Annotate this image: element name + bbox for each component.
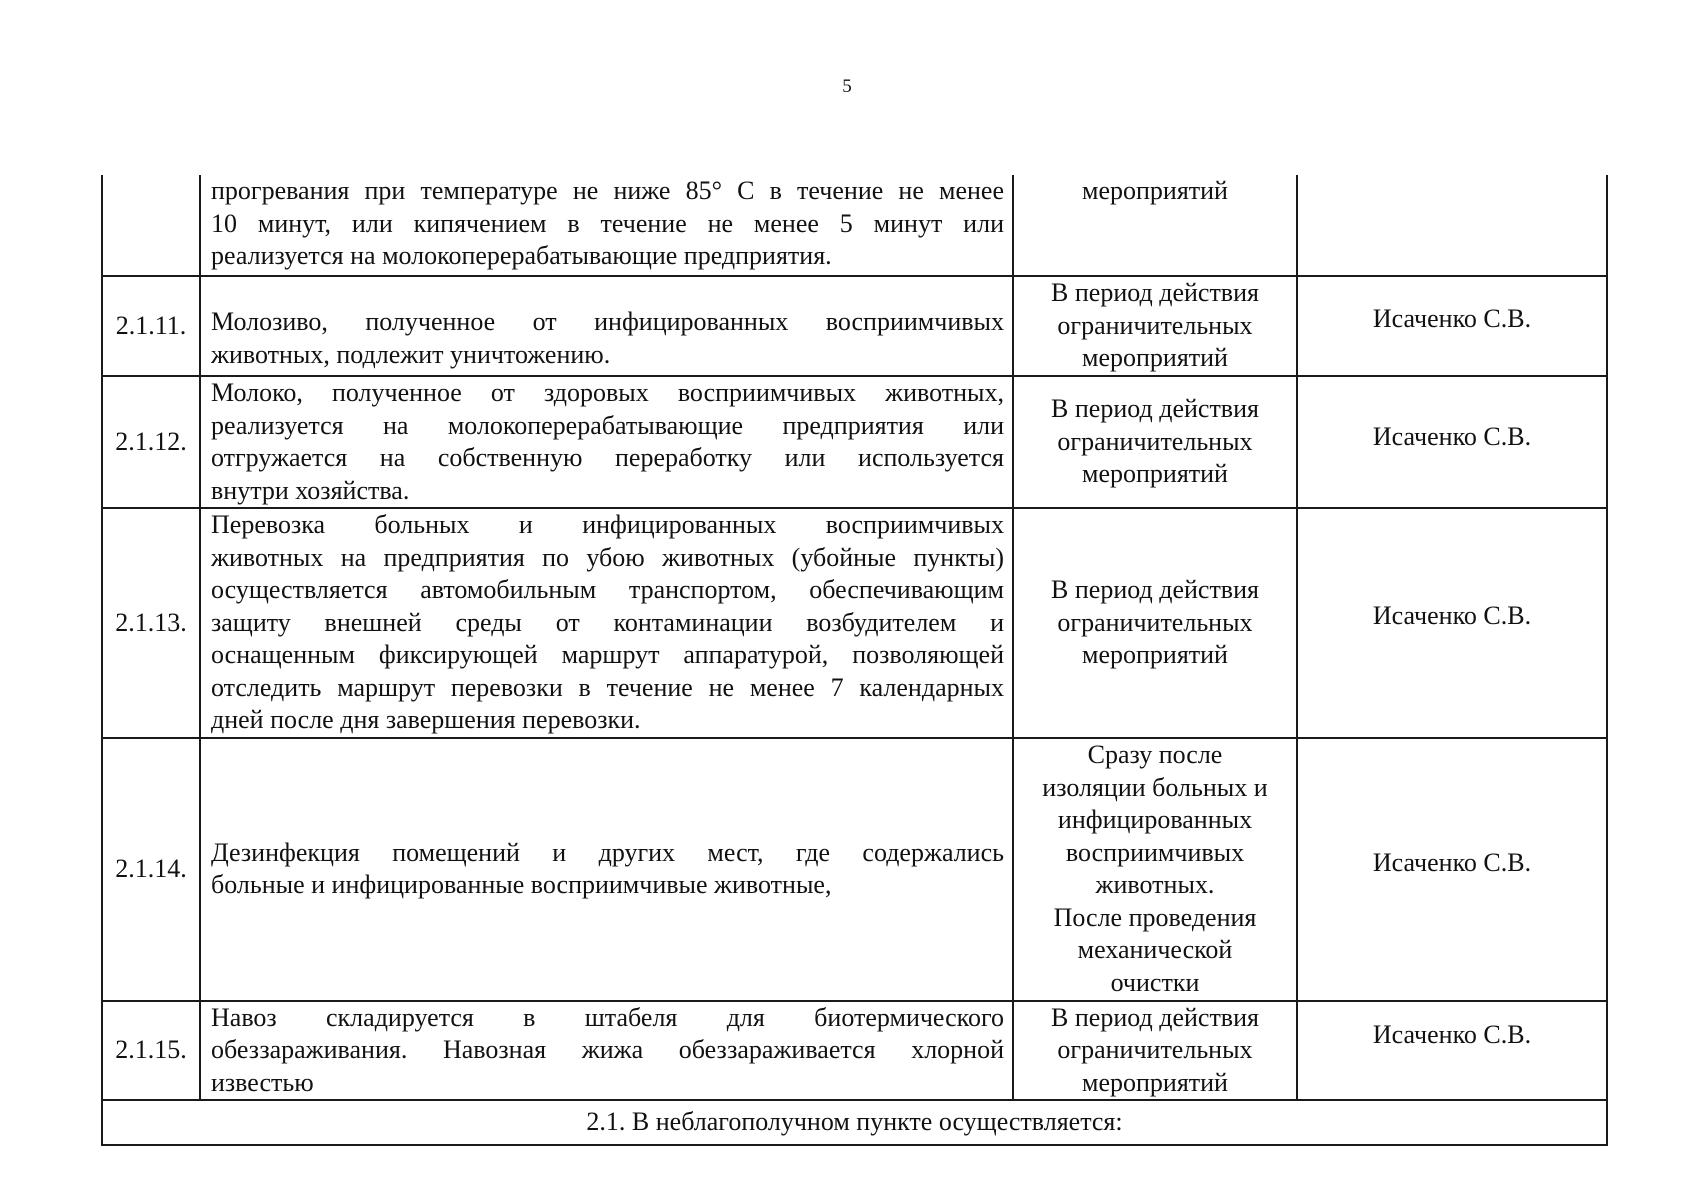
term-line: изоляции больных и bbox=[1042, 772, 1268, 802]
measure-text-cell bbox=[200, 738, 1013, 1001]
text-line: оснащенным фиксирующей маршрут аппаратурой, позволяющей bbox=[211, 640, 1004, 669]
text-line: осуществляется автомобильным транспортом, обеспечивающим bbox=[211, 575, 1004, 604]
row-number-cell bbox=[102, 175, 200, 276]
term-cell bbox=[1013, 276, 1297, 376]
section-heading-row bbox=[102, 1100, 1607, 1145]
responsible-cell bbox=[1297, 738, 1607, 1001]
text-line: прогревания при температуре не ниже 85° С в течение не менее bbox=[211, 176, 1004, 205]
responsible-cell bbox=[1297, 276, 1607, 376]
term-line: Сразу после bbox=[1087, 740, 1223, 769]
term-line: мероприятий bbox=[1082, 1067, 1228, 1097]
responsible-cell bbox=[1297, 376, 1607, 508]
term-cell bbox=[1013, 508, 1297, 738]
section-heading: 2.1. В неблагополучном пункте осуществляется: bbox=[102, 1100, 1607, 1145]
measures-table bbox=[101, 175, 1608, 1146]
responsible-cell bbox=[1297, 508, 1607, 738]
text-line: внутри хозяйства. bbox=[211, 475, 410, 505]
measure-text-cell bbox=[200, 175, 1013, 276]
text-line: животных, подлежит уничтожению. bbox=[211, 339, 611, 369]
term-cell bbox=[1013, 1001, 1297, 1101]
text-line: Перевозка больных и инфицированных восприимчивых bbox=[211, 510, 1004, 539]
text-line: отследить маршрут перевозки в течение не менее 7 календарных bbox=[211, 672, 1004, 702]
table-row bbox=[102, 508, 1607, 738]
page-number: 5 bbox=[842, 76, 852, 97]
table-row bbox=[102, 376, 1607, 508]
term-line: мероприятий bbox=[1082, 176, 1228, 205]
responsible-cell bbox=[1297, 175, 1607, 276]
term-line: очистки bbox=[1110, 967, 1200, 997]
term-cell bbox=[1013, 738, 1297, 1001]
row-number-cell: 2.1.14. bbox=[102, 738, 200, 1001]
measure-text-cell bbox=[200, 376, 1013, 508]
term-cell bbox=[1013, 175, 1297, 276]
measure-text-cell bbox=[200, 508, 1013, 738]
table-row bbox=[102, 1001, 1607, 1101]
row-number-cell: 2.1.12. bbox=[102, 376, 200, 508]
text-line: реализуется на молокоперерабатывающие предприятия. bbox=[211, 241, 832, 270]
text-line: Молоко, полученное от здоровых восприимчивых животных, bbox=[211, 378, 1004, 407]
term-line: ограничительных bbox=[1057, 1035, 1253, 1064]
term-line: ограничительных bbox=[1057, 426, 1253, 456]
row-number-cell: 2.1.13. bbox=[102, 508, 200, 738]
text-line: Дезинфекция помещений и других мест, где содержались bbox=[211, 837, 1004, 867]
term-line: инфицированных bbox=[1057, 805, 1253, 834]
term-line: ограничительных bbox=[1057, 607, 1253, 637]
term-line: мероприятий bbox=[1082, 459, 1228, 489]
text-line: больные и инфицированные восприимчивые животные, bbox=[211, 870, 832, 899]
row-number-cell: 2.1.15. bbox=[102, 1001, 200, 1101]
term-line: В период действия bbox=[1051, 1002, 1259, 1032]
text-line: дней после дня завершения перевозки. bbox=[211, 705, 641, 734]
text-line: отгружается на собственную переработку или используется bbox=[211, 443, 1004, 472]
text-line: известью bbox=[211, 1067, 314, 1097]
responsible-cell bbox=[1297, 1001, 1607, 1101]
text-line: Навоз складируется в штабеля для биотермического bbox=[211, 1002, 1004, 1032]
term-line: восприимчивых bbox=[1065, 837, 1245, 867]
responsible-name: Исаченко С.В. bbox=[1372, 847, 1532, 877]
measure-text-cell bbox=[200, 276, 1013, 376]
responsible-name: Исаченко С.В. bbox=[1372, 600, 1532, 630]
responsible-name: Исаченко С.В. bbox=[1372, 1020, 1532, 1049]
table-row bbox=[102, 738, 1607, 1001]
responsible-name: Исаченко С.В. bbox=[1372, 421, 1532, 451]
text-line: 10 минут, или кипячением в течение не менее 5 минут или bbox=[211, 208, 1004, 238]
row-number-cell: 2.1.11. bbox=[102, 276, 200, 376]
term-line: мероприятий bbox=[1082, 343, 1228, 373]
text-line: Молозиво, полученное от инфицированных восприимчивых bbox=[211, 307, 1004, 336]
text-line: животных на предприятия по убою животных (убойные пункты) bbox=[211, 542, 1004, 572]
measure-text-cell bbox=[200, 1001, 1013, 1101]
text-line: реализуется на молокоперерабатывающие предприятия или bbox=[211, 410, 1004, 440]
term-cell bbox=[1013, 376, 1297, 508]
term-line: механической bbox=[1077, 935, 1233, 964]
term-line: животных. bbox=[1095, 870, 1215, 899]
text-line: обеззараживания. Навозная жижа обеззараживается хлорной bbox=[211, 1035, 1004, 1064]
term-line: В период действия bbox=[1051, 278, 1259, 308]
table-row-continuation bbox=[102, 175, 1607, 276]
responsible-name: Исаченко С.В. bbox=[1372, 303, 1532, 333]
term-line: После проведения bbox=[1053, 902, 1257, 932]
term-line: ограничительных bbox=[1057, 310, 1253, 340]
table-row bbox=[102, 276, 1607, 376]
text-line: защиту внешней среды от контаминации возбудителем и bbox=[211, 607, 1004, 637]
term-line: В период действия bbox=[1051, 394, 1259, 424]
term-line: В период действия bbox=[1051, 575, 1259, 604]
term-line: мероприятий bbox=[1082, 640, 1228, 669]
